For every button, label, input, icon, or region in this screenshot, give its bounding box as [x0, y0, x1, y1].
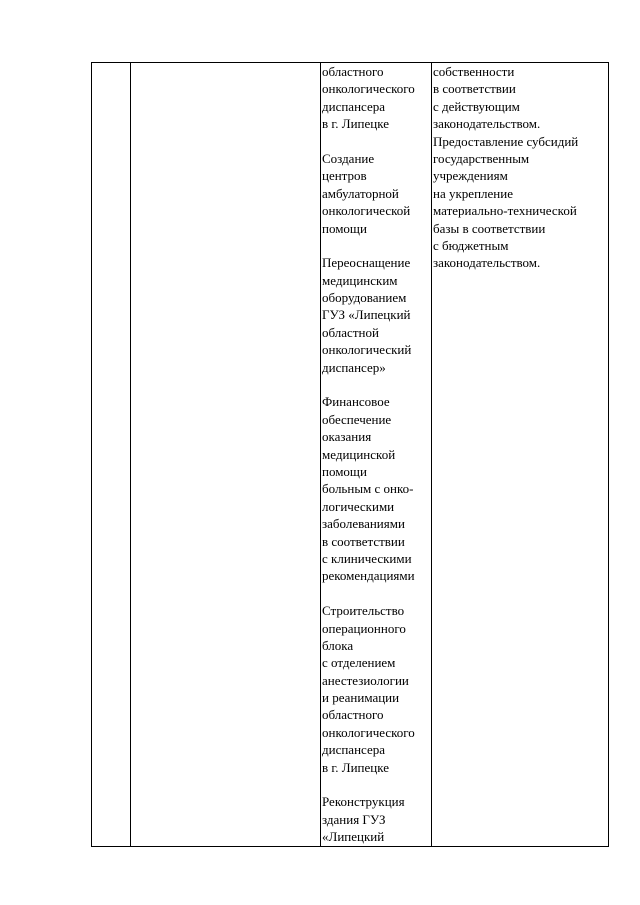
measure-line: Строительство	[322, 603, 405, 619]
measure-line: Переоснащение	[322, 255, 411, 271]
measure-line: с отделением	[322, 655, 396, 671]
measure-line: онкологический	[322, 342, 412, 358]
measure-line: помощи	[322, 463, 367, 479]
measure-line: «Липецкий	[322, 829, 385, 845]
table-row	[92, 63, 609, 847]
measure-line: Реконструкция	[322, 794, 405, 810]
measures-text	[321, 63, 431, 846]
measure-line: оборудованием	[322, 290, 407, 306]
measure-line: онкологической	[322, 203, 411, 219]
mechanism-line: на укрепление	[433, 185, 513, 201]
paragraph-gap	[322, 776, 431, 793]
mechanism-line: собственности	[433, 64, 515, 79]
measure-line: Создание	[322, 150, 375, 166]
measure-line: заболеваниями	[322, 516, 405, 532]
measure-line: онкологического	[322, 724, 415, 740]
measure-line: областного	[322, 707, 384, 723]
paragraph-gap	[322, 133, 431, 150]
mechanism-line: с действующим	[433, 98, 520, 114]
measure-line: диспансера	[322, 98, 385, 114]
measure-line: и реанимации	[322, 690, 400, 706]
mechanism-line: законодательством.	[433, 255, 541, 271]
measure-line: логическими	[322, 498, 395, 514]
measure-line: медицинской	[322, 446, 396, 462]
measure-line: с клиническими	[322, 550, 412, 566]
mechanism-line: Предоставление субсидий	[433, 133, 579, 149]
mechanism-line: базы в соответствии	[433, 220, 546, 236]
measure-line: блока	[322, 637, 354, 653]
mechanism-line: государственным	[433, 150, 530, 166]
mechanism-text	[432, 63, 608, 272]
paragraph-gap	[322, 237, 431, 254]
measure-line: обеспечение	[322, 411, 392, 427]
mechanism-line: с бюджетным	[433, 237, 509, 253]
measure-line: медицинским	[322, 272, 398, 288]
measure-line: центров	[322, 168, 367, 184]
measure-line: в г. Липецке	[322, 759, 389, 775]
paragraph-gap	[322, 585, 431, 602]
table-cell-measures	[321, 63, 432, 847]
measure-line: в г. Липецке	[322, 116, 389, 132]
table-cell-mechanism	[432, 63, 609, 847]
measure-line: диспансера	[322, 742, 385, 758]
mechanism-line: в соответствии	[433, 81, 516, 97]
mechanism-line: учреждениям	[433, 168, 508, 184]
measure-line: в соответствии	[322, 533, 405, 549]
measure-line: оказания	[322, 429, 372, 445]
measure-line: онкологического	[322, 81, 415, 97]
table-cell-number	[92, 63, 131, 847]
measure-line: операционного	[322, 620, 406, 636]
table-cell-name	[131, 63, 321, 847]
measure-line: ГУЗ «Липецкий	[322, 307, 411, 323]
measure-line: помощи	[322, 220, 367, 236]
mechanism-line: материально-технической	[433, 203, 577, 219]
measure-line: Финансовое	[322, 394, 390, 410]
measure-line: областного	[322, 64, 384, 79]
measure-line: областной	[322, 324, 379, 340]
measure-line: амбулаторной	[322, 185, 399, 201]
program-table	[91, 62, 609, 847]
paragraph-gap	[322, 376, 431, 393]
measure-line: анестезиологии	[322, 672, 409, 688]
measure-line: диспансер»	[322, 359, 386, 375]
measure-line: здания ГУЗ	[322, 811, 386, 827]
measure-line: больным с онко-	[322, 481, 414, 497]
mechanism-line: законодательством.	[433, 116, 541, 132]
measure-line: рекомендациями	[322, 568, 415, 584]
